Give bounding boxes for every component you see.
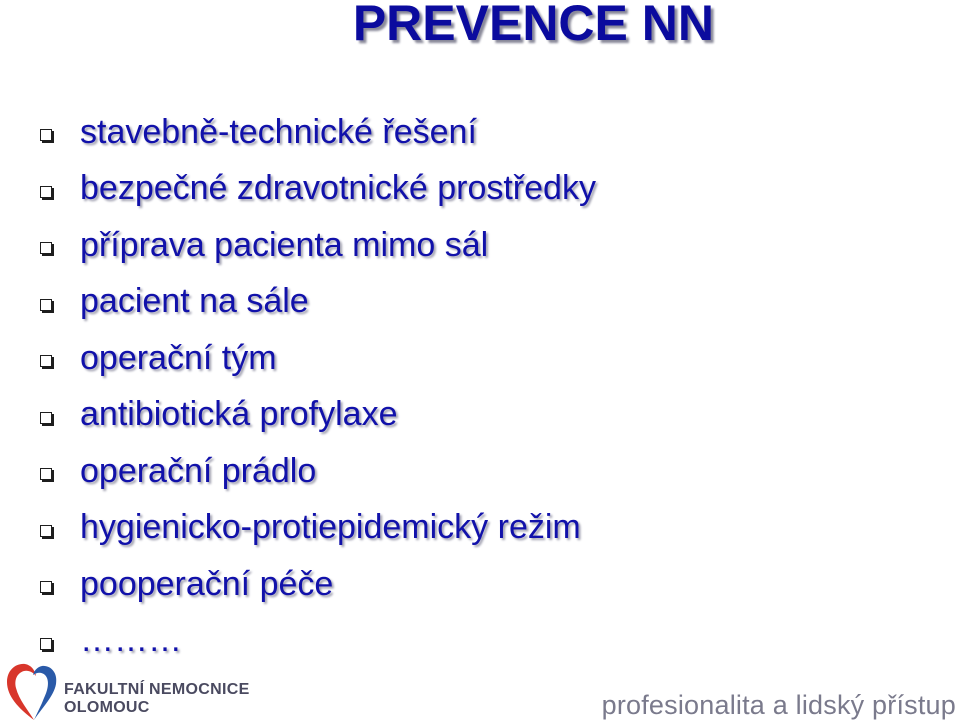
heart-logo-icon xyxy=(4,660,62,724)
slogan: profesionalita a lidský přístup xyxy=(601,690,956,720)
list-item-text: příprava pacienta mimo sál xyxy=(80,225,489,264)
list-item xyxy=(40,217,596,274)
list-item-text: ……… xyxy=(80,621,182,660)
checkbox-bullet-icon xyxy=(40,299,52,311)
list-item-text: hygienicko-protiepidemický režim xyxy=(80,508,581,547)
list-item-text: operační prádlo xyxy=(80,451,317,490)
checkbox-bullet-icon xyxy=(40,638,52,650)
checkbox-bullet-icon xyxy=(40,412,52,424)
checkbox-bullet-icon xyxy=(40,355,52,367)
list-item xyxy=(40,387,596,444)
list-item-text: stavebně-technické řešení xyxy=(80,112,477,151)
list-item xyxy=(40,443,596,500)
slide-title: PREVENCE NN xyxy=(352,0,714,51)
checkbox-bullet-icon xyxy=(40,468,52,480)
list-item xyxy=(40,500,596,557)
checkbox-bullet-icon xyxy=(40,581,52,593)
bullet-list xyxy=(40,104,596,669)
list-item-text: pooperační péče xyxy=(80,564,334,603)
list-item xyxy=(40,274,596,331)
list-item xyxy=(40,104,596,161)
list-item xyxy=(40,330,596,387)
list-item-text: operační tým xyxy=(80,338,277,377)
checkbox-bullet-icon xyxy=(40,242,52,254)
hospital-name xyxy=(64,681,250,717)
list-item xyxy=(40,556,596,613)
checkbox-bullet-icon xyxy=(40,129,52,141)
list-item xyxy=(40,161,596,218)
hospital-name-line2: OLOMOUC xyxy=(64,699,150,716)
checkbox-bullet-icon xyxy=(40,525,52,537)
hospital-logo xyxy=(4,660,250,724)
checkbox-bullet-icon xyxy=(40,186,52,198)
list-item-text: bezpečné zdravotnické prostředky xyxy=(80,169,596,208)
list-item-text: pacient na sále xyxy=(80,282,309,321)
hospital-name-line1: FAKULTNÍ NEMOCNICE xyxy=(64,681,250,698)
list-item-text: antibiotická profylaxe xyxy=(80,395,398,434)
